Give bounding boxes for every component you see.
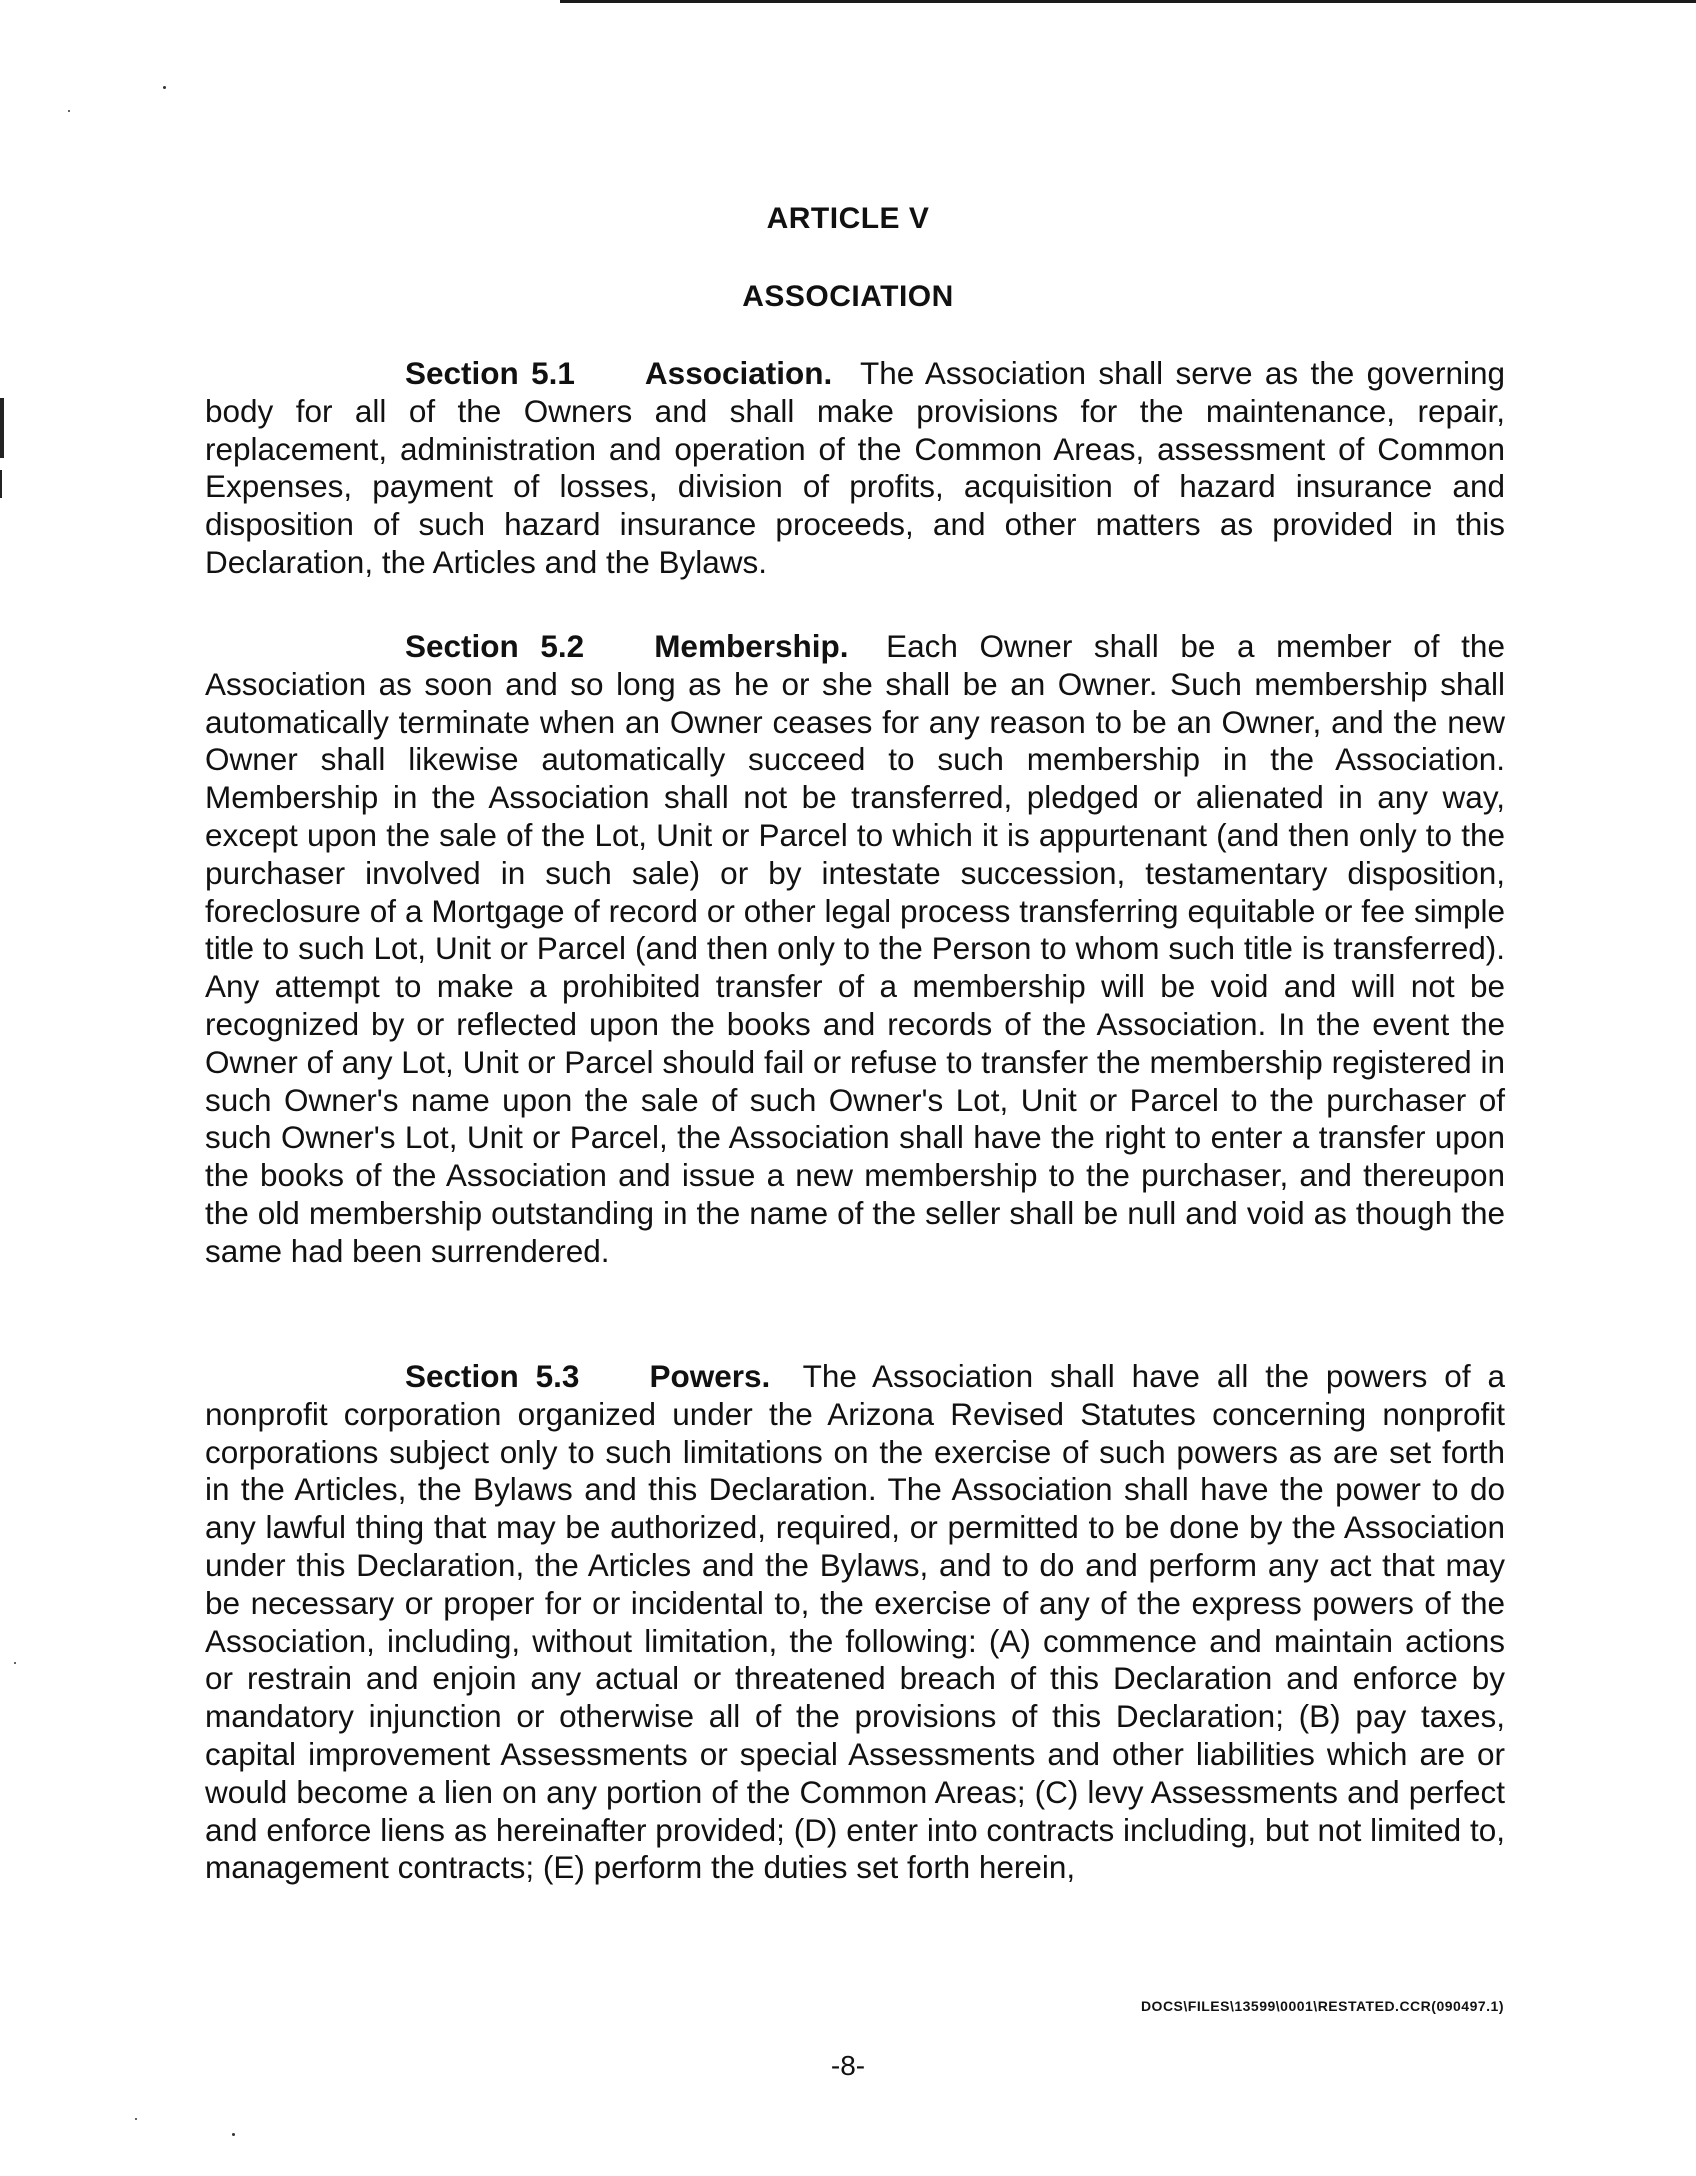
section-body: The Association shall have all the powers of a nonprofit corporation organized under the Arizona Revised Statutes concerning nonprofit corporations subject only to such limitations on the exercise of such powers as are set forth in the Articles, the Bylaws and this Declaration. The Association shall have the power to do any lawful thing that may be authorized, required, or permitted to be done by the Association under this Declaration, the Articles and the Bylaws, and to do and perform any act that may be necessary or proper for or incidental to, the exercise of any of the express powers of the Association, including, without limitation, the following: (A) commence and maintain actions or restrain and enjoin any actual or threatened breach of this Declaration and enforce by mandatory injunction or otherwise all of the provisions of this Declaration; (B) pay taxes, capital improvement Assessments or special Assessments and other liabilities which are or would become a lien on any portion of the Common Areas; (C) levy Assessments and perfect and enforce liens as hereinafter provided; (D) enter into contracts including, but not limited to, management contracts; (E) perform the duties set forth herein, (205, 1358, 1505, 1886)
section-5-1 (205, 355, 1505, 582)
scan-speck (135, 2118, 137, 2120)
section-label: Section 5.3 (405, 1358, 580, 1394)
left-edge-mark (0, 470, 2, 498)
section-body: The Association shall serve as the governing body for all of the Owners and shall make provisions for the maintenance, repair, replacement, administration and operation of the Common Areas, assessment of Common Expenses, payment of losses, division of profits, acquisition of hazard insurance and disposition of such hazard insurance proceeds, and other matters as provided in this Declaration, the Articles and the Bylaws. (205, 355, 1505, 580)
article-number-heading: ARTICLE V (766, 202, 930, 235)
top-edge-rule (560, 0, 1696, 3)
section-label: Section 5.2 (405, 628, 585, 664)
scan-speck (163, 86, 166, 89)
left-edge-mark (0, 398, 4, 458)
section-title: Membership. (654, 628, 849, 664)
document-path-footer: DOCS\FILES\13599\0001\RESTATED.CCR(090497.1) (1140, 1998, 1504, 2014)
section-title: Powers. (649, 1358, 771, 1394)
section-5-2 (205, 628, 1505, 1271)
scan-speck (232, 2133, 235, 2136)
page-number: -8- (830, 2050, 866, 2081)
section-5-3 (205, 1358, 1505, 1887)
article-title-heading: ASSOCIATION (742, 280, 954, 313)
scan-speck (68, 110, 70, 112)
section-body: Each Owner shall be a member of the Association as soon and so long as he or she shall be an Owner. Such membership shall automatically terminate when an Owner ceases for any reason to be an Owner, and the new Owner shall likewise automatically succeed to such membership in the Association. Membership in the Association shall not be transferred, pledged or alienated in any way, except upon the sale of the Lot, Unit or Parcel to which it is appurtenant (and then only to the purchaser involved in such sale) or by intestate succession, testamentary disposition, foreclosure of a Mortgage of record or other legal process transferring equitable or fee simple title to such Lot, Unit or Parcel (and then only to the Person to whom such title is transferred). Any attempt to make a prohibited transfer of a membership will be void and will not be recognized by or reflected upon the books and records of the Association. In the event the Owner of any Lot, Unit or Parcel should fail or refuse to transfer the membership registered in such Owner's name upon the sale of such Owner's Lot, Unit or Parcel to the purchaser of such Owner's Lot, Unit or Parcel, the Association shall have the right to enter a transfer upon the books of the Association and issue a new membership to the purchaser, and thereupon the old membership outstanding in the name of the seller shall be null and void as though the same had been surrendered. (205, 628, 1505, 1269)
section-title: Association. (644, 355, 833, 391)
scan-speck (14, 1662, 16, 1664)
section-label: Section 5.1 (405, 355, 575, 391)
